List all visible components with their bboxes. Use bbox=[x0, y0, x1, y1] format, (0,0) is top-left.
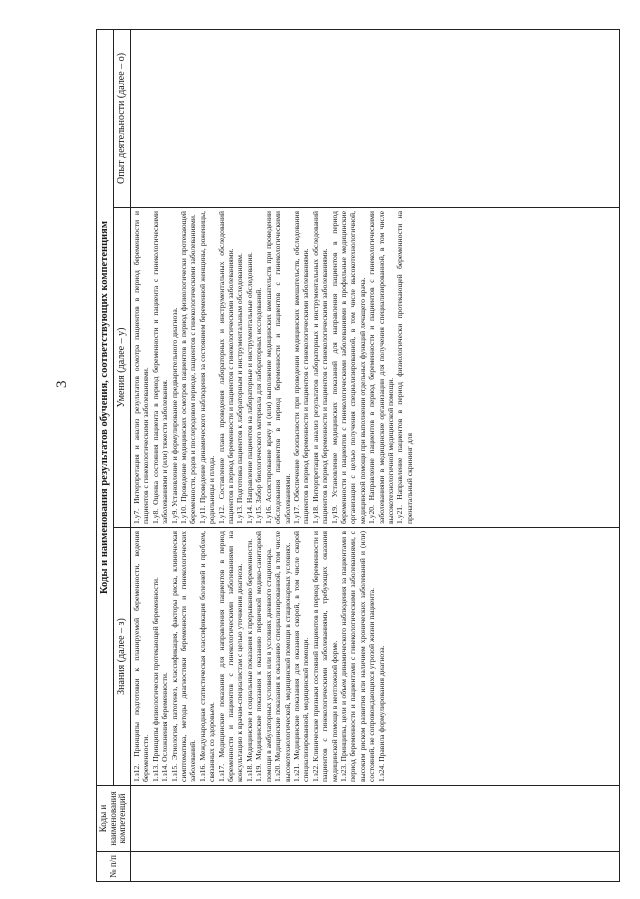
knowledge-item: 1.з12. Принципы подготовки к планируемой беременности, ведения беременности. bbox=[132, 531, 151, 782]
skill-item: 1.у14. Направление пациентов на лабораторные и инструментальные обследования. bbox=[244, 252, 254, 524]
knowledge-item: 1.з20. Медицинские показания к оказанию специализированной, в том числе высокотехнологической, медицинской помощи в стационарных условиях. bbox=[273, 531, 292, 782]
skill-item: 1.у21. Направление пациентов в период физиологически протекающей беременности на пренатальный скрининг для bbox=[395, 211, 414, 524]
skill-item: 1.у18. Интерпретация и анализ результатов лабораторных и инструментальных обследований пациентов в период беременности и пациентов с гинекологическими заболеваниями. bbox=[310, 211, 330, 524]
knowledge-item: 1.з24. Правила формулирования диагноза. bbox=[376, 645, 386, 782]
header-main: Коды и наименования результатов обучения, соответствующих компетенциям bbox=[97, 30, 114, 786]
knowledge-item: 1.з13. Принципы физиологически протекающей беременности. bbox=[150, 577, 160, 782]
knowledge-item: 1.з18. Медицинские и социальные показания к прерыванию беременности. bbox=[244, 538, 254, 782]
header-skills: Умения (далее – у) bbox=[114, 208, 131, 528]
competency-table bbox=[96, 29, 620, 882]
experience-cell bbox=[131, 30, 620, 208]
knowledge-item: 1.з15. Этиология, патогенез, классификация, факторы риска, клиническая симптоматика, методы диагностики беременности и гинекологических заболеваний. bbox=[169, 531, 198, 782]
skill-item: 1.у8. Оценка состояния пациента в период беременности и пациента с гинекологическими заболеваниями и (или) тяжести заболевания. bbox=[150, 211, 170, 524]
knowledge-cell bbox=[131, 528, 620, 786]
skill-item: 1.у10. Проведение медицинских осмотров пациентов в период физиологически протекающей беременности, родов и послеродовом периоде, пациентов с гинекологическими заболеваниями. bbox=[179, 211, 198, 524]
header-knowledge: Знания (далее – з) bbox=[114, 528, 131, 786]
knowledge-item: 1.з14. Осложнения беременности. bbox=[160, 672, 170, 782]
knowledge-item: 1.з21. Медицинские показания для оказания скорой, в том числе скорой специализированной, медицинской помощи. bbox=[291, 531, 311, 782]
skill-item: 1.у19. Установление медицинских показаний для направления пациентов в период беременности и пациентов с гинекологическими заболеваниями в профильные медицинские организации с целью получения специализированной, в том числе высокотехнологичной, медицинской помощи при выполнении отдельных функций лечащего врача. bbox=[329, 211, 367, 524]
page-number: 3 bbox=[54, 380, 70, 388]
skill-item: 1.у13. Подготовка пациентов к лабораторным и инструментальным обследованиям. bbox=[235, 253, 245, 524]
knowledge-item: 1.з19. Медицинские показания к оказанию первичной медико-санитарной помощи в амбулаторных условиях или в условиях дневного стационара. bbox=[254, 531, 273, 782]
rotated-table-wrapper bbox=[96, 30, 620, 882]
knowledge-item: 1.з16. Международная статистическая классификация болезней и проблем, связанных со здоровьем. bbox=[197, 531, 217, 782]
skills-cell bbox=[131, 208, 620, 528]
skill-item: 1.у12. Составление плана проведения лабораторных и инструментальных обследований пациентов в период беременности и пациентов с гинекологическими заболеваниями. bbox=[216, 211, 236, 524]
skill-item: 1.у20. Направление пациентов в период беременности и пациентов с гинекологическими заболеваниями в медицинские организации для получения специализированной, в том числе высокотехнологичной медицинской помощи. bbox=[367, 211, 395, 524]
header-codes: Коды и наименования компетенций bbox=[97, 786, 131, 852]
header-num: № п/п bbox=[97, 852, 131, 882]
skill-item: 1.у9. Установление и формулирование предварительного диагноза. bbox=[169, 307, 179, 524]
knowledge-item: 1.з17. Медицинские показания для направления пациентов в период беременности и пациентов с гинекологическими заболеваниями на консультацию к врачам-специалистам с целью уточнения диагноза. bbox=[216, 531, 245, 782]
skill-item: 1.у15. Забор биологического материала для лабораторных исследований. bbox=[254, 287, 264, 524]
cell-codes bbox=[131, 786, 620, 852]
skill-item: 1.у11. Проведение динамического наблюдения за состоянием беременной женщины, роженицы, родильницы и плода. bbox=[197, 211, 217, 524]
knowledge-item: 1.з23. Принципы, цели и объем динамического наблюдения за пациентами в период беременности и пациентами с гинекологическими заболеваниями, с высоким риском развития или наличием хронических заболеваний и (или) состояний, не сопровождающихся угрозой жизни пациента. bbox=[338, 531, 377, 782]
skill-item: 1.у17. Обеспечение безопасности при проведении медицинских вмешательств, обследования пациентов в период беременности и пациентов с гинекологическими заболеваниями. bbox=[291, 211, 311, 524]
header-experience: Опыт деятельности (далее – о) bbox=[114, 30, 131, 208]
skill-item: 1.у16. Ассистирование врачу и (или) выполнение медицинских вмешательств при проведении обследования пациентов в период беременности и пациентов с гинекологическими заболеваниями. bbox=[263, 211, 292, 524]
knowledge-item: 1.з22. Клинические признаки состояний пациентов в период беременности и пациентов с гинекологическими заболеваниями, требующих оказания медицинской помощи в неотложной форме. bbox=[310, 531, 339, 782]
cell-num bbox=[131, 852, 620, 882]
skill-item: 1.у7. Интерпретация и анализ результатов осмотра пациентов в период беременности и пациентов с гинекологическими заболеваниями. bbox=[132, 211, 151, 524]
